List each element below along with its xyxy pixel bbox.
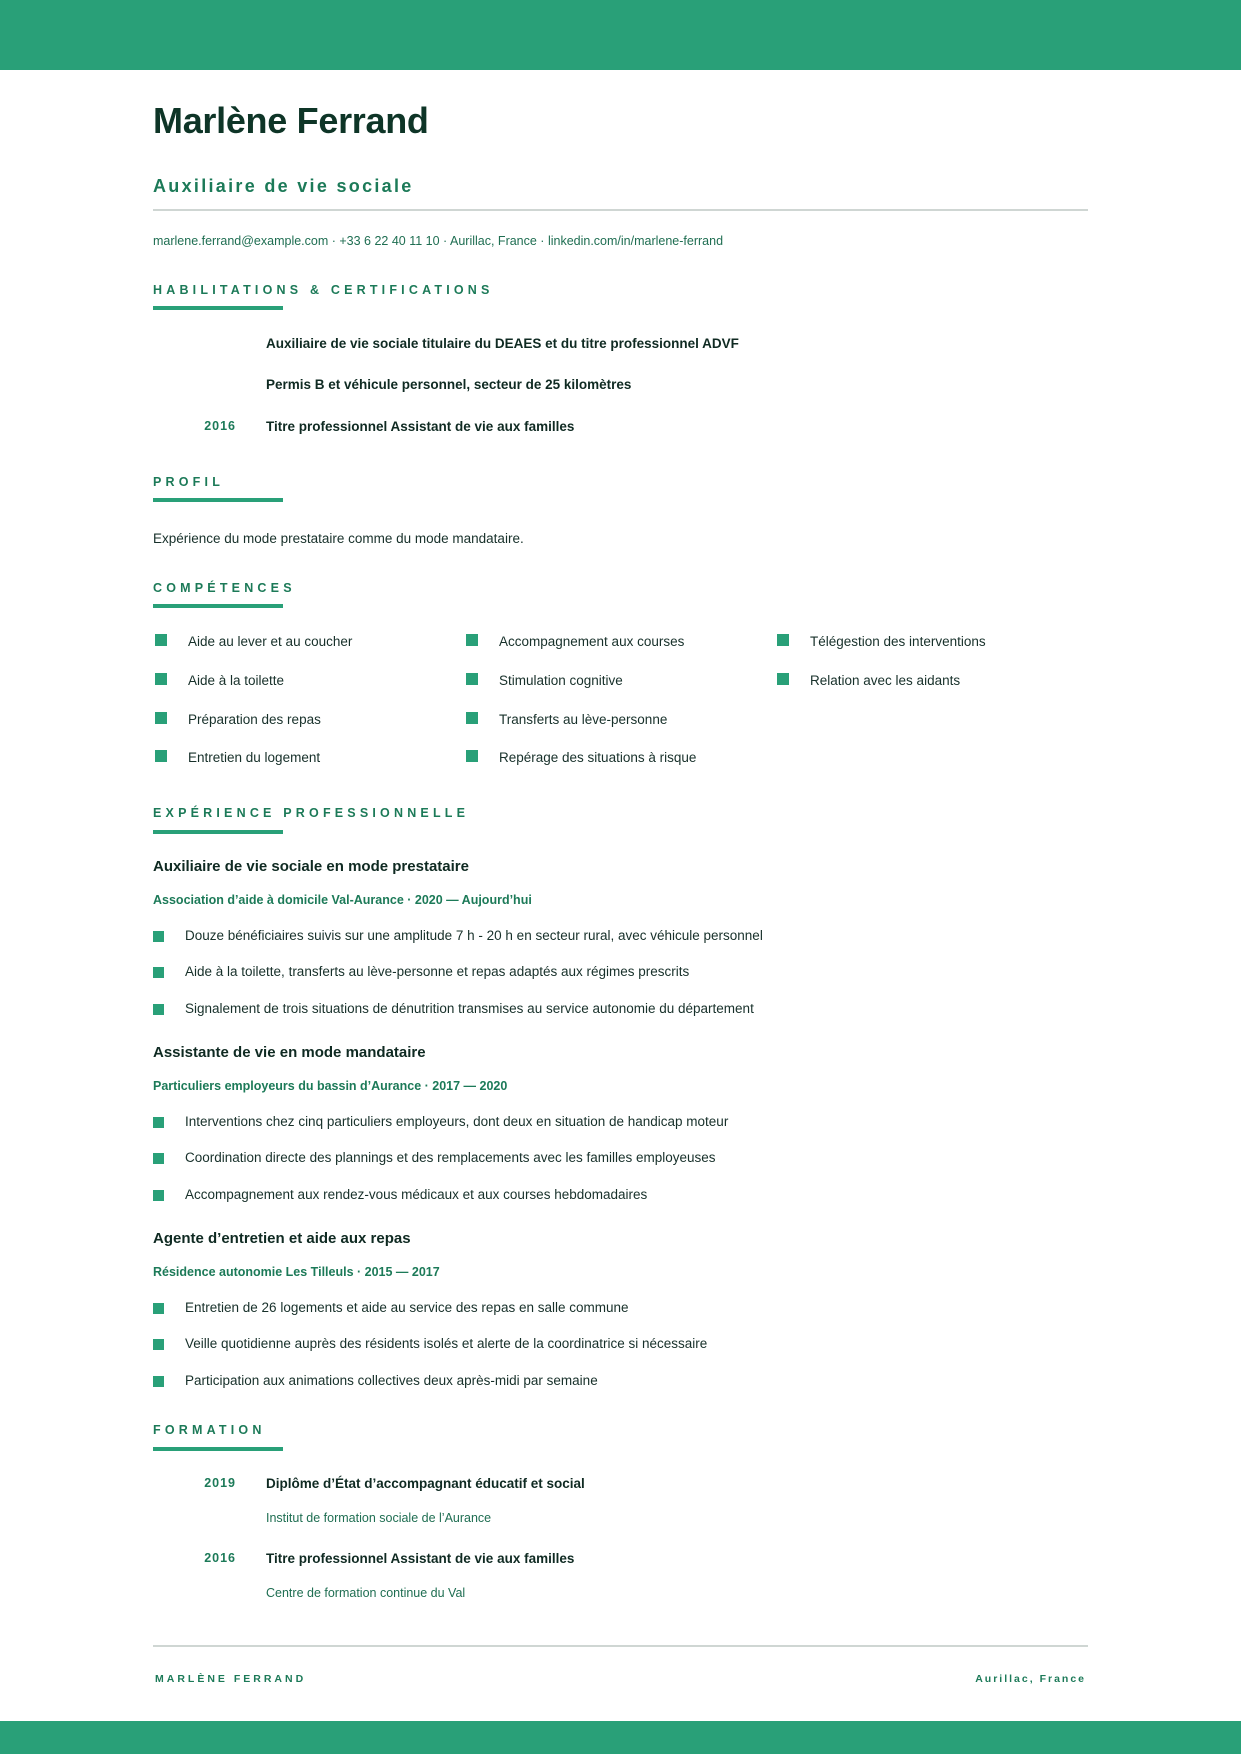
contact-line: marlene.ferrand@example.com · +33 6 22 40 11 10 · Aurillac, France · linkedin.com/in/marlene-ferrand	[153, 234, 724, 248]
top-band	[0, 0, 1241, 70]
section-bar	[153, 498, 283, 502]
job-title: Agente d’entretien et aide aux repas	[153, 1230, 411, 1247]
skill-label: Aide au lever et au coucher	[188, 634, 353, 649]
section-title-profil: PROFIL	[153, 475, 225, 489]
bottom-band	[0, 1721, 1241, 1754]
square-bullet-icon	[155, 673, 167, 685]
square-bullet-icon	[153, 1004, 164, 1015]
section-bar	[153, 604, 283, 608]
cert-item: Auxiliaire de vie sociale titulaire du DEAES et du titre professionnel ADVF	[266, 336, 739, 351]
skill-label: Télégestion des interventions	[810, 634, 986, 649]
square-bullet-icon	[153, 1339, 164, 1350]
formation-school: Centre de formation continue du Val	[266, 1586, 466, 1600]
section-title-competences: COMPÉTENCES	[153, 581, 296, 595]
formation-title: Titre professionnel Assistant de vie aux familles	[266, 1551, 575, 1566]
skill-label: Aide à la toilette	[188, 673, 285, 688]
square-bullet-icon	[466, 750, 478, 762]
square-bullet-icon	[153, 1153, 164, 1164]
footer-name: MARLÈNE FERRAND	[155, 1673, 307, 1685]
square-bullet-icon	[155, 712, 167, 724]
section-title-certifications: HABILITATIONS & CERTIFICATIONS	[153, 283, 494, 297]
square-bullet-icon	[153, 1117, 164, 1128]
section-bar	[153, 830, 283, 834]
square-bullet-icon	[466, 634, 478, 646]
footer-divider	[153, 1645, 1088, 1647]
formation-year: 2016	[204, 1551, 236, 1565]
skill-label: Relation avec les aidants	[810, 673, 961, 688]
job-meta: Association d’aide à domicile Val-Aurance · 2020 — Aujourd’hui	[153, 893, 532, 907]
square-bullet-icon	[155, 634, 167, 646]
candidate-name: Marlène Ferrand	[153, 100, 429, 141]
skill-label: Stimulation cognitive	[499, 673, 623, 688]
square-bullet-icon	[153, 1303, 164, 1314]
cert-item: Permis B et véhicule personnel, secteur de 25 kilomètres	[266, 377, 632, 392]
square-bullet-icon	[777, 673, 789, 685]
square-bullet-icon	[153, 931, 164, 942]
profil-text: Expérience du mode prestataire comme du mode mandataire.	[153, 531, 524, 546]
candidate-role: Auxiliaire de vie sociale	[153, 176, 414, 196]
formation-year: 2019	[204, 1476, 236, 1490]
job-title: Assistante de vie en mode mandataire	[153, 1044, 426, 1061]
formation-title: Diplôme d’État d’accompagnant éducatif et social	[266, 1476, 585, 1491]
square-bullet-icon	[466, 673, 478, 685]
footer-location: Aurillac, France	[975, 1673, 1086, 1685]
skill-label: Transferts au lève-personne	[499, 712, 668, 727]
section-bar	[153, 306, 283, 310]
formation-school: Institut de formation sociale de l’Aurance	[266, 1511, 492, 1525]
skill-label: Accompagnement aux courses	[499, 634, 685, 649]
square-bullet-icon	[153, 1190, 164, 1201]
square-bullet-icon	[155, 750, 167, 762]
header-divider	[153, 209, 1088, 211]
skill-label: Entretien du logement	[188, 750, 321, 765]
skill-label: Repérage des situations à risque	[499, 750, 697, 765]
job-meta: Résidence autonomie Les Tilleuls · 2015 — 2017	[153, 1265, 440, 1279]
skill-label: Préparation des repas	[188, 712, 321, 727]
job-title: Auxiliaire de vie sociale en mode prestataire	[153, 858, 469, 875]
section-title-formation: FORMATION	[153, 1423, 266, 1437]
cert-item: Titre professionnel Assistant de vie aux familles	[266, 419, 575, 434]
job-meta: Particuliers employeurs du bassin d’Aurance · 2017 — 2020	[153, 1079, 508, 1093]
section-title-experience: EXPÉRIENCE PROFESSIONNELLE	[153, 806, 470, 820]
cert-year: 2016	[204, 419, 236, 433]
square-bullet-icon	[153, 1376, 164, 1387]
square-bullet-icon	[777, 634, 789, 646]
square-bullet-icon	[153, 967, 164, 978]
section-bar	[153, 1447, 283, 1451]
square-bullet-icon	[466, 712, 478, 724]
